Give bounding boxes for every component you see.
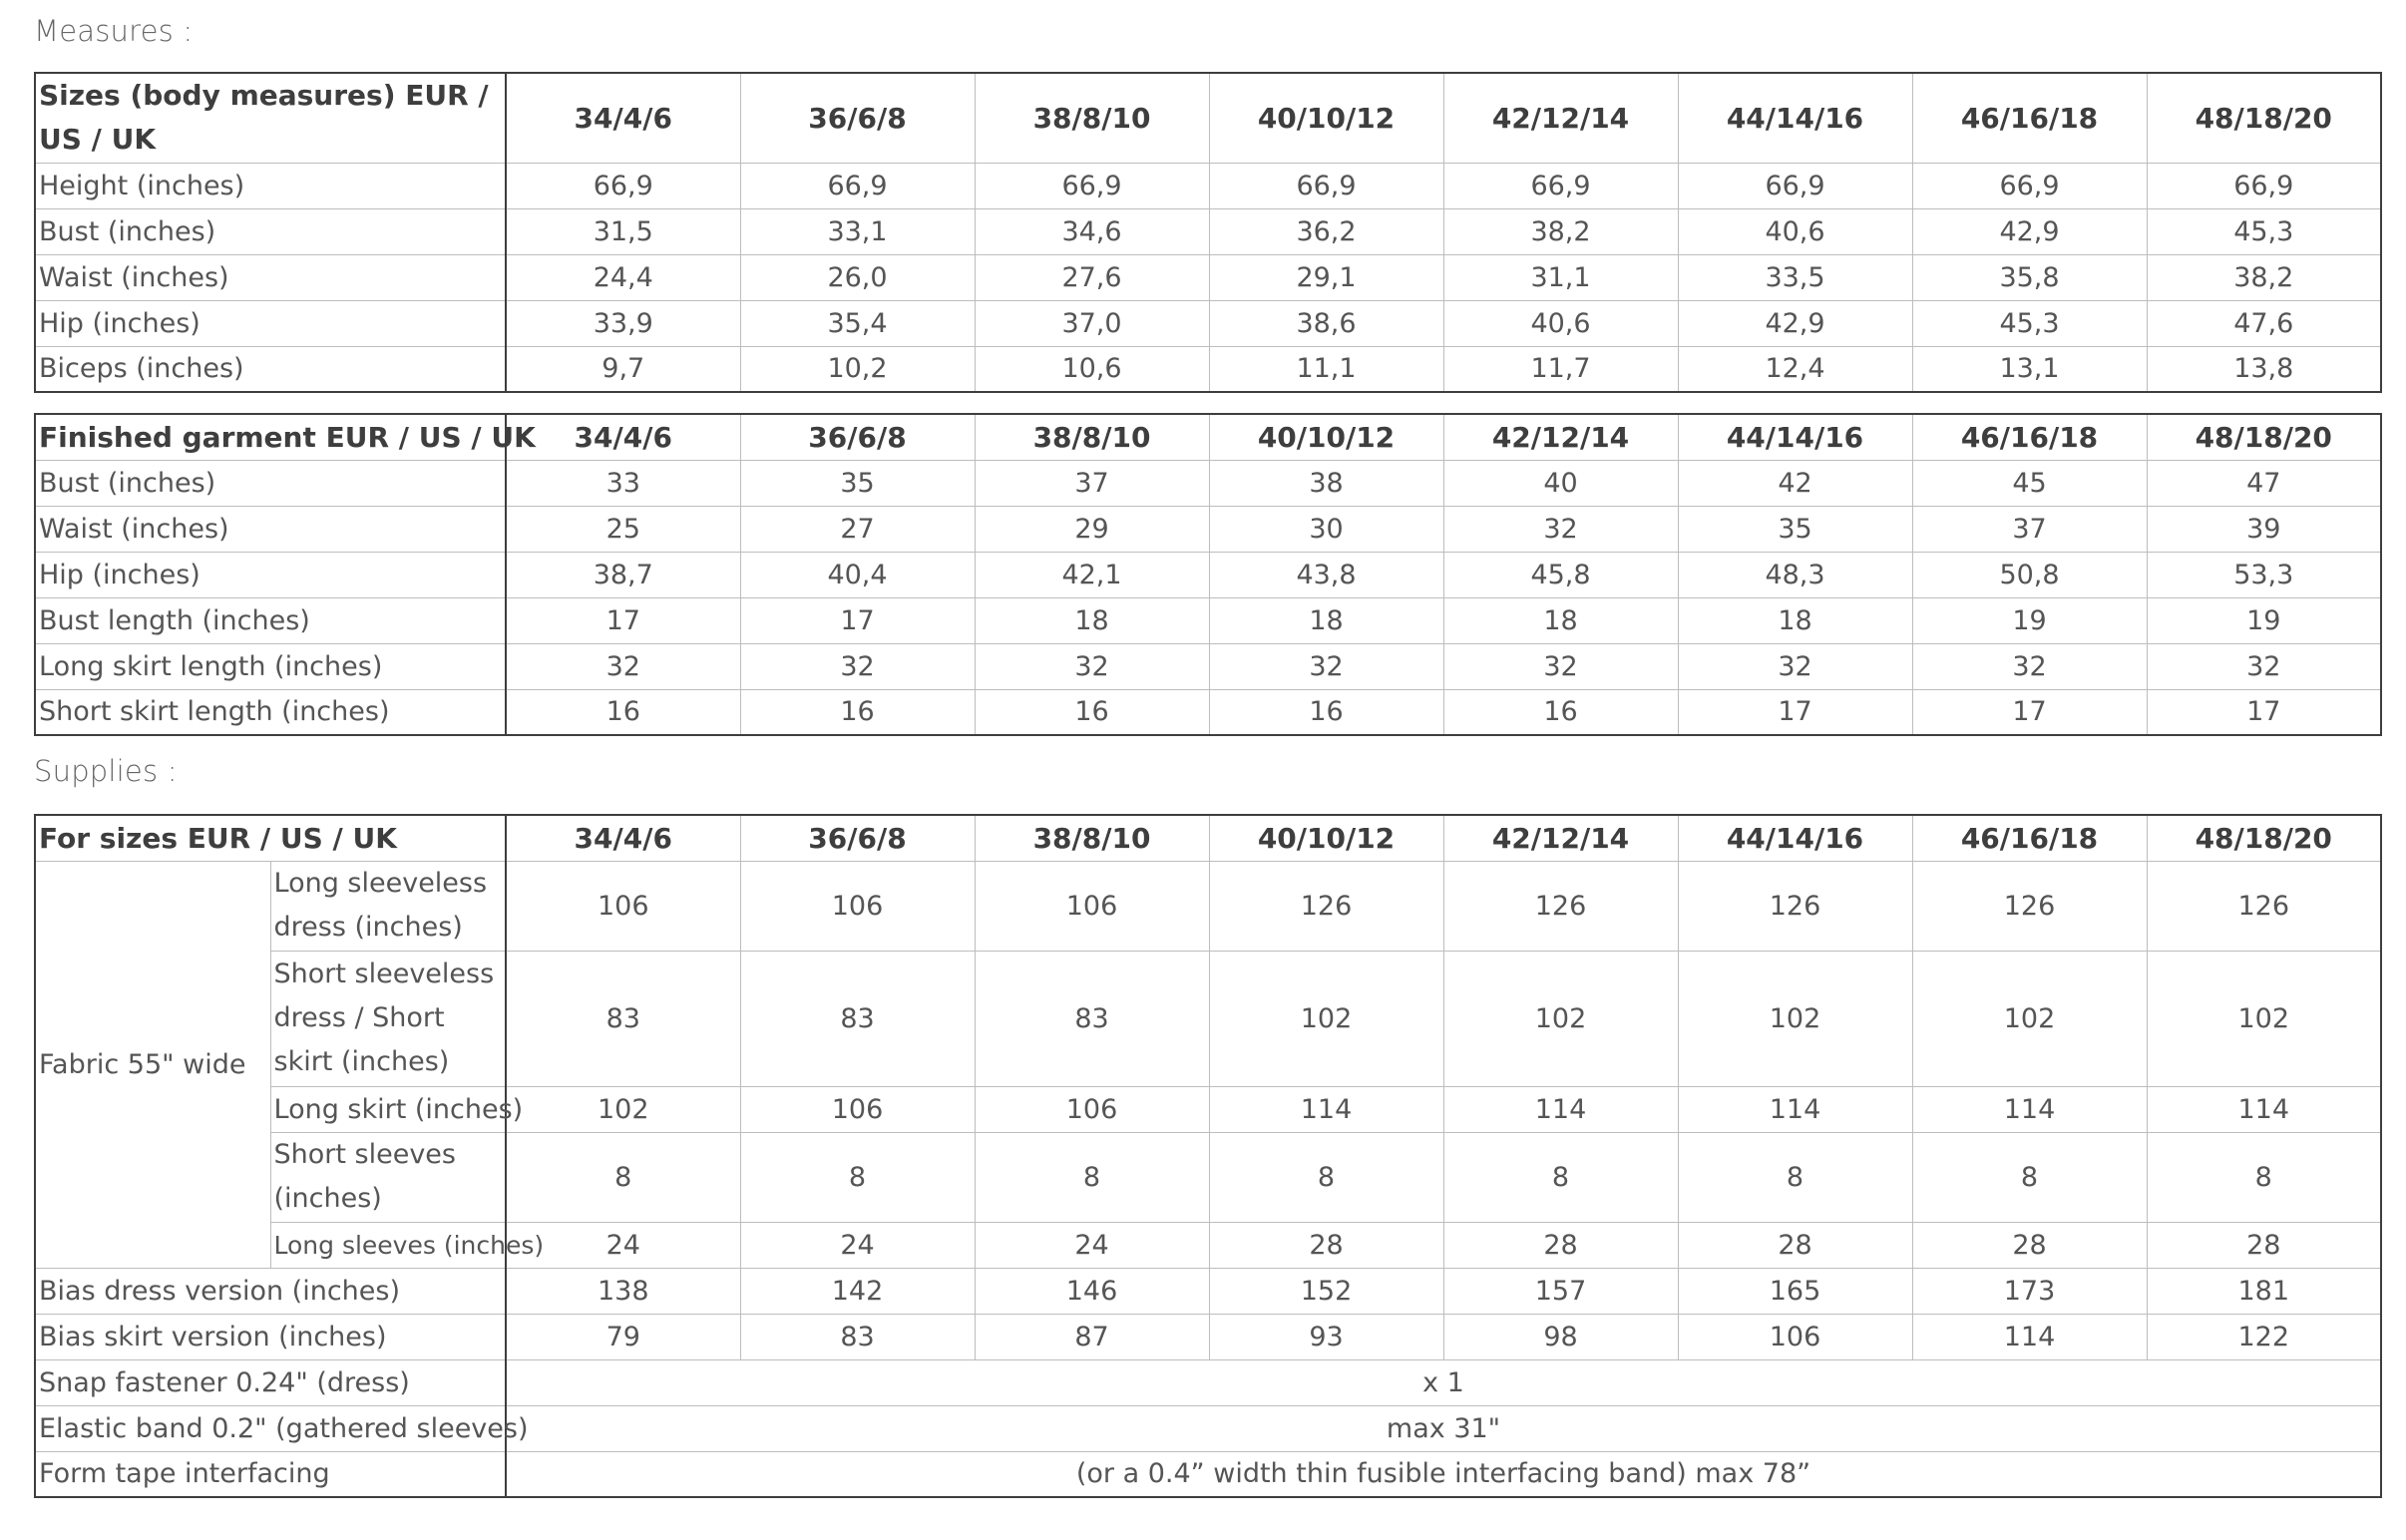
supplies-table <box>34 814 2382 1498</box>
table-cell: 16 <box>975 689 1209 735</box>
row-label: Snap fastener 0.24" (dress) <box>35 1359 506 1405</box>
table-row <box>35 1405 2381 1451</box>
table-cell: 28 <box>1209 1222 1443 1268</box>
table-cell: 38,6 <box>1209 300 1443 346</box>
table-cell: 66,9 <box>1678 163 1912 208</box>
table-cell: 157 <box>1443 1268 1678 1314</box>
table-cell: 32 <box>1443 643 1678 689</box>
table-cell: 35,4 <box>740 300 975 346</box>
table-cell: 12,4 <box>1678 346 1912 392</box>
table-cell: 42,1 <box>975 552 1209 597</box>
table-cell: 11,1 <box>1209 346 1443 392</box>
table-cell: 45,8 <box>1443 552 1678 597</box>
table-cell: 31,5 <box>506 208 740 254</box>
table-cell: 122 <box>2147 1314 2381 1359</box>
row-label: Hip (inches) <box>35 300 506 346</box>
table-cell: 39 <box>2147 506 2381 552</box>
table-cell: 35 <box>740 460 975 506</box>
table-cell: 32 <box>506 643 740 689</box>
table-row <box>35 163 2381 208</box>
table-cell: 32 <box>1912 643 2147 689</box>
table-cell: 126 <box>1678 861 1912 951</box>
table-row <box>35 689 2381 735</box>
size-header: 40/10/12 <box>1209 815 1443 861</box>
row-label: Form tape interfacing <box>35 1451 506 1497</box>
table-cell: 102 <box>1443 951 1678 1086</box>
size-header: 34/4/6 <box>506 815 740 861</box>
table-cell: 45 <box>1912 460 2147 506</box>
row-label: Bust (inches) <box>35 460 506 506</box>
table-cell: 146 <box>975 1268 1209 1314</box>
table-cell: 83 <box>740 1314 975 1359</box>
supplies-table-header-row <box>35 815 2381 861</box>
table-cell: 102 <box>2147 951 2381 1086</box>
table-cell: 8 <box>975 1132 1209 1222</box>
supplies-section-label: Supplies : <box>34 754 178 788</box>
table-cell: 66,9 <box>740 163 975 208</box>
table-cell: 18 <box>1678 597 1912 643</box>
row-label: Bias skirt version (inches) <box>35 1314 506 1359</box>
table-row <box>35 597 2381 643</box>
table-cell: 42,9 <box>1912 208 2147 254</box>
table-row <box>35 552 2381 597</box>
size-header: 48/18/20 <box>2147 815 2381 861</box>
table-cell: 114 <box>2147 1086 2381 1132</box>
table-cell: 16 <box>506 689 740 735</box>
table-cell: 17 <box>2147 689 2381 735</box>
table-cell: 17 <box>1912 689 2147 735</box>
size-header: 48/18/20 <box>2147 414 2381 460</box>
row-label: Elastic band 0.2" (gathered sleeves) <box>35 1405 506 1451</box>
table-cell: 10,2 <box>740 346 975 392</box>
row-label: Long skirt (inches) <box>270 1086 506 1132</box>
table-row <box>35 1359 2381 1405</box>
table-cell: 32 <box>2147 643 2381 689</box>
row-label: Short sleeveless dress / Short skirt (inches) <box>270 951 506 1086</box>
table-cell: 33 <box>506 460 740 506</box>
row-label: Long sleeves (inches) <box>270 1222 506 1268</box>
size-header: 44/14/16 <box>1678 414 1912 460</box>
row-label: Short sleeves (inches) <box>270 1132 506 1222</box>
table-cell: 45,3 <box>1912 300 2147 346</box>
table-cell: 36,2 <box>1209 208 1443 254</box>
table-row <box>35 460 2381 506</box>
table-cell: 40,6 <box>1678 208 1912 254</box>
table-row <box>35 300 2381 346</box>
table-cell: 28 <box>1443 1222 1678 1268</box>
row-label: Short skirt length (inches) <box>35 689 506 735</box>
table-cell: 19 <box>1912 597 2147 643</box>
table-cell: 40,6 <box>1443 300 1678 346</box>
table-cell: 13,8 <box>2147 346 2381 392</box>
size-header: 38/8/10 <box>975 73 1209 163</box>
table-row <box>35 1451 2381 1497</box>
table-cell: 17 <box>506 597 740 643</box>
table-cell: 40,4 <box>740 552 975 597</box>
size-header: 34/4/6 <box>506 73 740 163</box>
row-label: Long skirt length (inches) <box>35 643 506 689</box>
size-header: 42/12/14 <box>1443 815 1678 861</box>
table-cell: 142 <box>740 1268 975 1314</box>
table-row <box>35 861 2381 951</box>
size-header: 40/10/12 <box>1209 73 1443 163</box>
size-header: 46/16/18 <box>1912 73 2147 163</box>
table-cell: x 1 <box>506 1359 2381 1405</box>
table-cell: 18 <box>1443 597 1678 643</box>
table-cell: 13,1 <box>1912 346 2147 392</box>
table-cell: 126 <box>1912 861 2147 951</box>
row-label: Waist (inches) <box>35 254 506 300</box>
table-cell: 114 <box>1209 1086 1443 1132</box>
table-cell: 114 <box>1912 1314 2147 1359</box>
table-cell: 8 <box>506 1132 740 1222</box>
table-cell: 47 <box>2147 460 2381 506</box>
table-cell: 16 <box>1443 689 1678 735</box>
table-cell: 106 <box>975 861 1209 951</box>
table-cell: 66,9 <box>1209 163 1443 208</box>
size-header: 42/12/14 <box>1443 414 1678 460</box>
table-cell: 102 <box>1209 951 1443 1086</box>
row-label: Height (inches) <box>35 163 506 208</box>
table-cell: 32 <box>740 643 975 689</box>
size-header: 36/6/8 <box>740 414 975 460</box>
table-cell: 102 <box>1912 951 2147 1086</box>
table-cell: 38,2 <box>2147 254 2381 300</box>
row-label: Hip (inches) <box>35 552 506 597</box>
table-cell: 16 <box>1209 689 1443 735</box>
table-cell: 8 <box>2147 1132 2381 1222</box>
table-row <box>35 346 2381 392</box>
table-cell: 24 <box>506 1222 740 1268</box>
size-header: 42/12/14 <box>1443 73 1678 163</box>
row-label: Bust length (inches) <box>35 597 506 643</box>
table-cell: 32 <box>975 643 1209 689</box>
table-cell: 33,1 <box>740 208 975 254</box>
size-header: 44/14/16 <box>1678 815 1912 861</box>
table-cell: 38 <box>1209 460 1443 506</box>
table-cell: 33,9 <box>506 300 740 346</box>
garment-table-header: Finished garment EUR / US / UK <box>35 414 506 460</box>
table-cell: 27 <box>740 506 975 552</box>
body-measures-table <box>34 72 2382 393</box>
table-row <box>35 643 2381 689</box>
size-header: 40/10/12 <box>1209 414 1443 460</box>
table-cell: 83 <box>975 951 1209 1086</box>
table-cell: 34,6 <box>975 208 1209 254</box>
fabric-group-label: Fabric 55" wide <box>35 861 270 1268</box>
table-cell: 114 <box>1443 1086 1678 1132</box>
body-table-header-row <box>35 73 2381 163</box>
table-cell: 126 <box>2147 861 2381 951</box>
size-header: 44/14/16 <box>1678 73 1912 163</box>
table-cell: 33,5 <box>1678 254 1912 300</box>
table-cell: 26,0 <box>740 254 975 300</box>
table-cell: 32 <box>1678 643 1912 689</box>
table-cell: 87 <box>975 1314 1209 1359</box>
table-cell: 83 <box>506 951 740 1086</box>
finished-garment-table <box>34 413 2382 736</box>
table-cell: 19 <box>2147 597 2381 643</box>
garment-table-header-row <box>35 414 2381 460</box>
table-cell: 24 <box>740 1222 975 1268</box>
table-cell: (or a 0.4” width thin fusible interfacing band) max 78” <box>506 1451 2381 1497</box>
table-cell: 47,6 <box>2147 300 2381 346</box>
table-cell: 98 <box>1443 1314 1678 1359</box>
table-row <box>35 1086 2381 1132</box>
table-cell: 106 <box>740 1086 975 1132</box>
table-cell: 42,9 <box>1678 300 1912 346</box>
table-row <box>35 1132 2381 1222</box>
table-cell: 66,9 <box>975 163 1209 208</box>
table-cell: 102 <box>506 1086 740 1132</box>
table-cell: 138 <box>506 1268 740 1314</box>
row-label: Long sleeveless dress (inches) <box>270 861 506 951</box>
table-cell: 106 <box>506 861 740 951</box>
supplies-table-header: For sizes EUR / US / UK <box>35 815 506 861</box>
table-cell: 66,9 <box>1912 163 2147 208</box>
table-cell: 11,7 <box>1443 346 1678 392</box>
table-cell: 50,8 <box>1912 552 2147 597</box>
table-cell: 37 <box>1912 506 2147 552</box>
table-cell: 181 <box>2147 1268 2381 1314</box>
table-cell: 10,6 <box>975 346 1209 392</box>
table-cell: 24,4 <box>506 254 740 300</box>
table-cell: 29,1 <box>1209 254 1443 300</box>
table-row <box>35 506 2381 552</box>
table-cell: 32 <box>1209 643 1443 689</box>
table-cell: 114 <box>1678 1086 1912 1132</box>
table-cell: 66,9 <box>2147 163 2381 208</box>
table-cell: 8 <box>1912 1132 2147 1222</box>
size-header: 34/4/6 <box>506 414 740 460</box>
table-cell: 17 <box>740 597 975 643</box>
table-cell: 18 <box>1209 597 1443 643</box>
table-cell: 31,1 <box>1443 254 1678 300</box>
table-cell: 114 <box>1912 1086 2147 1132</box>
table-cell: 126 <box>1209 861 1443 951</box>
table-row <box>35 1268 2381 1314</box>
table-cell: 40 <box>1443 460 1678 506</box>
table-cell: 106 <box>740 861 975 951</box>
table-cell: 8 <box>1443 1132 1678 1222</box>
table-row <box>35 1222 2381 1268</box>
table-cell: 173 <box>1912 1268 2147 1314</box>
table-cell: 93 <box>1209 1314 1443 1359</box>
table-cell: 37 <box>975 460 1209 506</box>
size-header: 46/16/18 <box>1912 414 2147 460</box>
table-cell: 29 <box>975 506 1209 552</box>
body-table-header: Sizes (body measures) EUR / US / UK <box>35 73 506 163</box>
table-cell: 79 <box>506 1314 740 1359</box>
table-cell: 102 <box>1678 951 1912 1086</box>
table-cell: 24 <box>975 1222 1209 1268</box>
table-cell: 8 <box>1209 1132 1443 1222</box>
row-label: Bust (inches) <box>35 208 506 254</box>
table-cell: 43,8 <box>1209 552 1443 597</box>
row-label: Biceps (inches) <box>35 346 506 392</box>
table-cell: 8 <box>1678 1132 1912 1222</box>
table-cell: 152 <box>1209 1268 1443 1314</box>
table-cell: 83 <box>740 951 975 1086</box>
table-cell: 165 <box>1678 1268 1912 1314</box>
table-cell: 66,9 <box>506 163 740 208</box>
table-cell: 45,3 <box>2147 208 2381 254</box>
size-header: 48/18/20 <box>2147 73 2381 163</box>
table-cell: 28 <box>1912 1222 2147 1268</box>
size-header: 46/16/18 <box>1912 815 2147 861</box>
table-cell: 28 <box>2147 1222 2381 1268</box>
table-cell: 9,7 <box>506 346 740 392</box>
table-cell: 37,0 <box>975 300 1209 346</box>
table-cell: 106 <box>975 1086 1209 1132</box>
row-label: Bias dress version (inches) <box>35 1268 506 1314</box>
table-row <box>35 208 2381 254</box>
table-cell: 38,7 <box>506 552 740 597</box>
table-cell: 25 <box>506 506 740 552</box>
table-row <box>35 1314 2381 1359</box>
table-cell: 106 <box>1678 1314 1912 1359</box>
size-header: 36/6/8 <box>740 73 975 163</box>
table-cell: 27,6 <box>975 254 1209 300</box>
table-row <box>35 951 2381 1086</box>
table-cell: 35 <box>1678 506 1912 552</box>
table-cell: 28 <box>1678 1222 1912 1268</box>
table-cell: 48,3 <box>1678 552 1912 597</box>
table-cell: 16 <box>740 689 975 735</box>
size-header: 38/8/10 <box>975 414 1209 460</box>
table-cell: max 31" <box>506 1405 2381 1451</box>
row-label: Waist (inches) <box>35 506 506 552</box>
table-cell: 17 <box>1678 689 1912 735</box>
measures-section-label: Measures : <box>34 14 194 48</box>
table-cell: 126 <box>1443 861 1678 951</box>
table-cell: 18 <box>975 597 1209 643</box>
table-cell: 42 <box>1678 460 1912 506</box>
table-cell: 30 <box>1209 506 1443 552</box>
table-cell: 38,2 <box>1443 208 1678 254</box>
table-cell: 8 <box>740 1132 975 1222</box>
table-cell: 32 <box>1443 506 1678 552</box>
table-row <box>35 254 2381 300</box>
table-cell: 66,9 <box>1443 163 1678 208</box>
table-cell: 53,3 <box>2147 552 2381 597</box>
size-header: 38/8/10 <box>975 815 1209 861</box>
size-header: 36/6/8 <box>740 815 975 861</box>
table-cell: 35,8 <box>1912 254 2147 300</box>
